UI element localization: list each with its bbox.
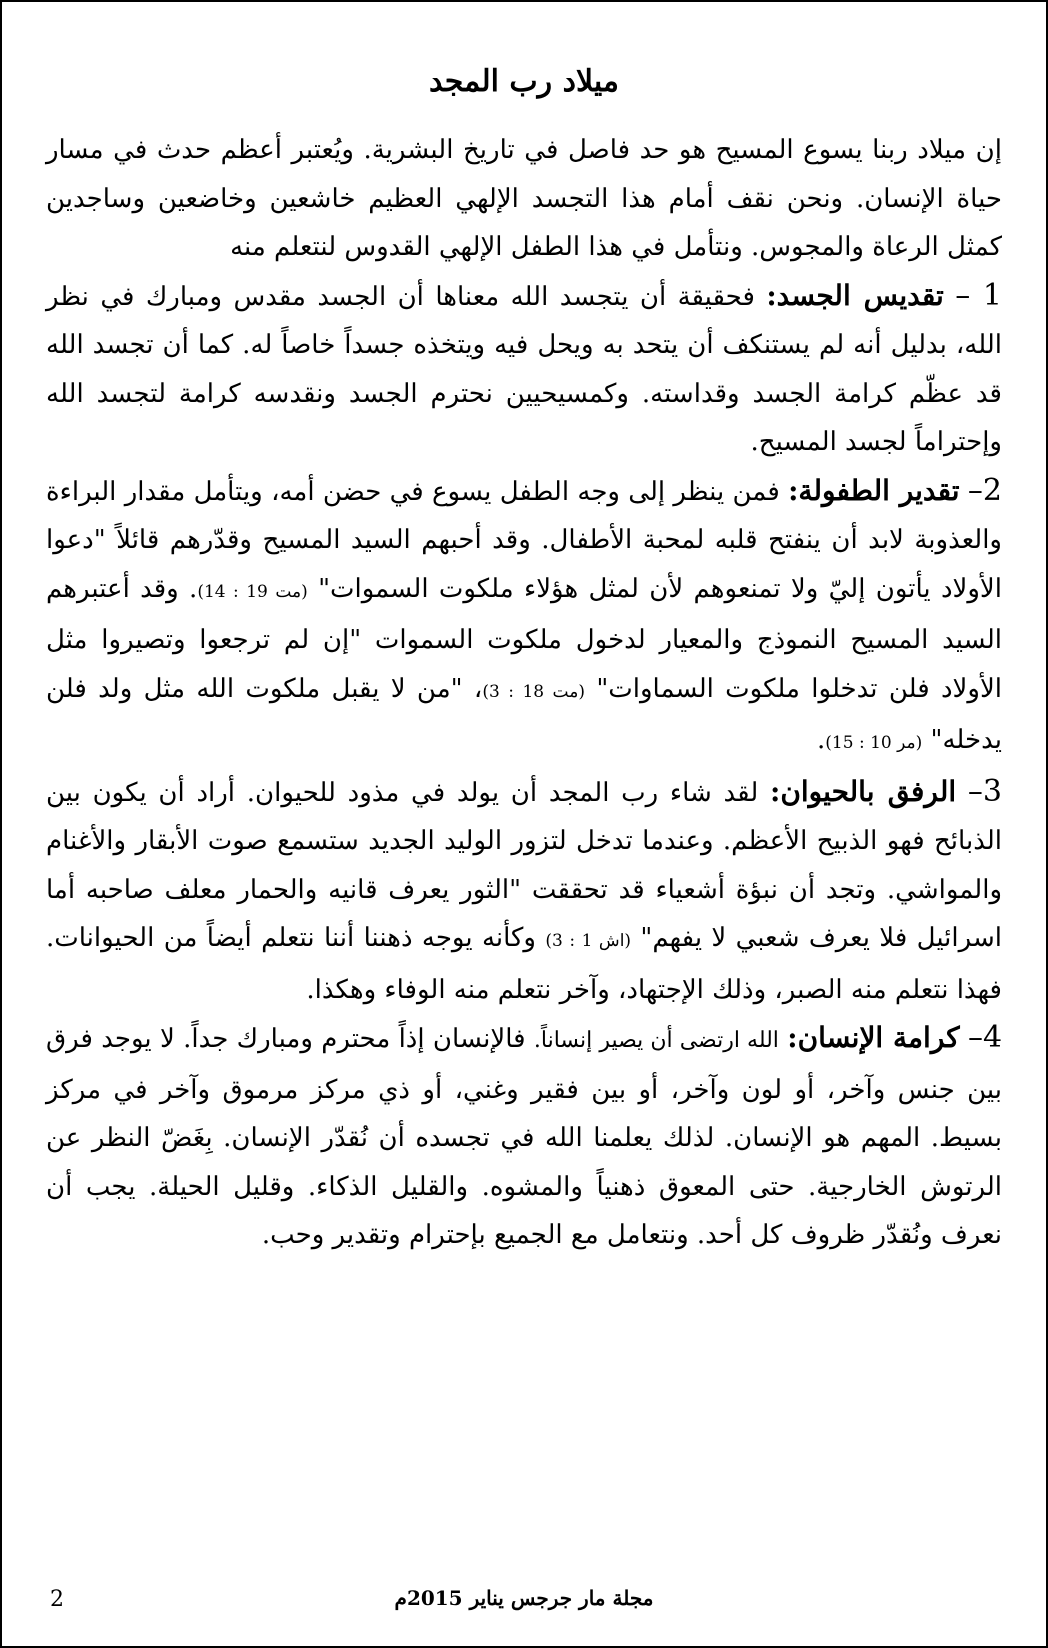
section-heading: تقديس الجسد: (766, 278, 944, 312)
section-text: وكأنه يوجه ذهننا أننا نتعلم أيضاً من الحيوانات. فهذا نتعلم منه الصبر، وذلك الإجتهاد، وآخر نتعلم منه الوفاء وهكذا. (46, 923, 1002, 1005)
section-number: 1 – (955, 277, 1002, 313)
section-number: 2– (967, 472, 1003, 508)
section-3 (46, 768, 1002, 1015)
section-number: 4– (967, 1020, 1003, 1055)
section-text: فحقيقة أن يتجسد الله معناها أن الجسد مقدس ومبارك في نظر الله، بدليل أنه لم يستنكف أن يتحد به ويحل فيه ويتخذه جسداً خاصاً له. كما أن تجسد الله قد عظّم كرامة الجسد وقداسته. وكمسيحيين نحترم الجسد ونقدسه كرامة لتجسد الله وإحتراماً لجسد المسيح. (46, 281, 1002, 457)
scripture-reference: (مر 10 : 15) (825, 733, 923, 753)
section-heading: كرامة الإنسان: (787, 1021, 960, 1054)
section-heading: تقدير الطفولة: (788, 473, 960, 507)
footer-journal-title: مجلة مار جرجس يناير 2015م (394, 1586, 654, 1610)
section-2 (46, 467, 1002, 768)
page-number: 2 (50, 1587, 64, 1612)
document-title: ميلاد رب المجد (429, 64, 619, 99)
section-1 (46, 272, 1002, 467)
section-number: 3– (967, 773, 1003, 809)
scripture-reference: (اش 1 : 3) (545, 931, 632, 951)
section-text: لقد شاء رب المجد أن يولد في مذود للحيوان. أراد أن يكون بين الذبائح فهو الذبيح الأعظم. وعندما تدخل لتزور الوليد الجديد ستسمع صوت الأبقار والأغنام والمواشي. وتجد أن نبؤة أشعياء قد تحققت "الثور يعرف قانيه والحمار معلف صاحبه أما اسرائيل فلا يعرف شعبي لا يفهم" (46, 777, 1002, 953)
intro-paragraph: إن ميلاد ربنا يسوع المسيح هو حد فاصل في تاريخ البشرية. ويُعتبر أعظم حدث في مسار حياة الإنسان. ونحن نقف أمام هذا التجسد الإلهي العظيم خاشعين وخاضعين وساجدين كمثل الرعاة والمجوس. ونتأمل في هذا الطفل الإلهي القدوس لنتعلم منه (46, 135, 1002, 262)
section-text: . وقد أعتبرهم السيد المسيح النموذج والمعيار لدخول ملكوت السموات "إن لم ترجعوا وتصيروا مثل الأولاد فلن تدخلوا ملكوت السماوات" (46, 573, 1002, 704)
section-text: ، "من لا يقبل ملكوت الله مثل ولد فلن يدخله" (46, 673, 1002, 755)
scripture-reference: (مت 18 : 3) (482, 681, 585, 702)
article-body (46, 126, 1002, 1260)
section-heading: الرفق بالحيوان: (769, 774, 957, 808)
scripture-reference: (مت 19 : 14) (197, 581, 308, 602)
section-4 (46, 1014, 1002, 1260)
section-text: فمن ينظر إلى وجه الطفل يسوع في حضن أمه، ويتأمل مقدار البراءة والعذوبة لابد أن ينفتح قلبه لمحبة الأطفال. وقد أحبهم السيد المسيح وقدّرهم قائلاً "دعوا الأولاد يأتون إليّ ولا تمنعوهم لأن لمثل هؤلاء ملكوت السموات" (46, 476, 1002, 604)
section-text: فالإنسان إذاً محترم ومبارك جداً. لا يوجد فرق بين جنس وآخر، أو لون وآخر، أو بين فقير وغني، أو ذي مركز مرموق وآخر في مركز بسيط. المهم هو الإنسان. لذلك يعلمنا الله في تجسده أن نُقدّر الإنسان. بِغَضّ النظر عن الرتوش الخارجية. حتى المعوق ذهنياً والمشوه. والقليل الذكاء. وقليل الحيلة. يجب أن نعرف ونُقدّر ظروف كل أحد. ونتعامل مع الجميع بإحترام وتقدير وحب. (46, 1024, 1002, 1250)
section-lead: الله ارتضى أن يصير إنساناً. (533, 1028, 779, 1053)
section-text: . (817, 725, 826, 755)
